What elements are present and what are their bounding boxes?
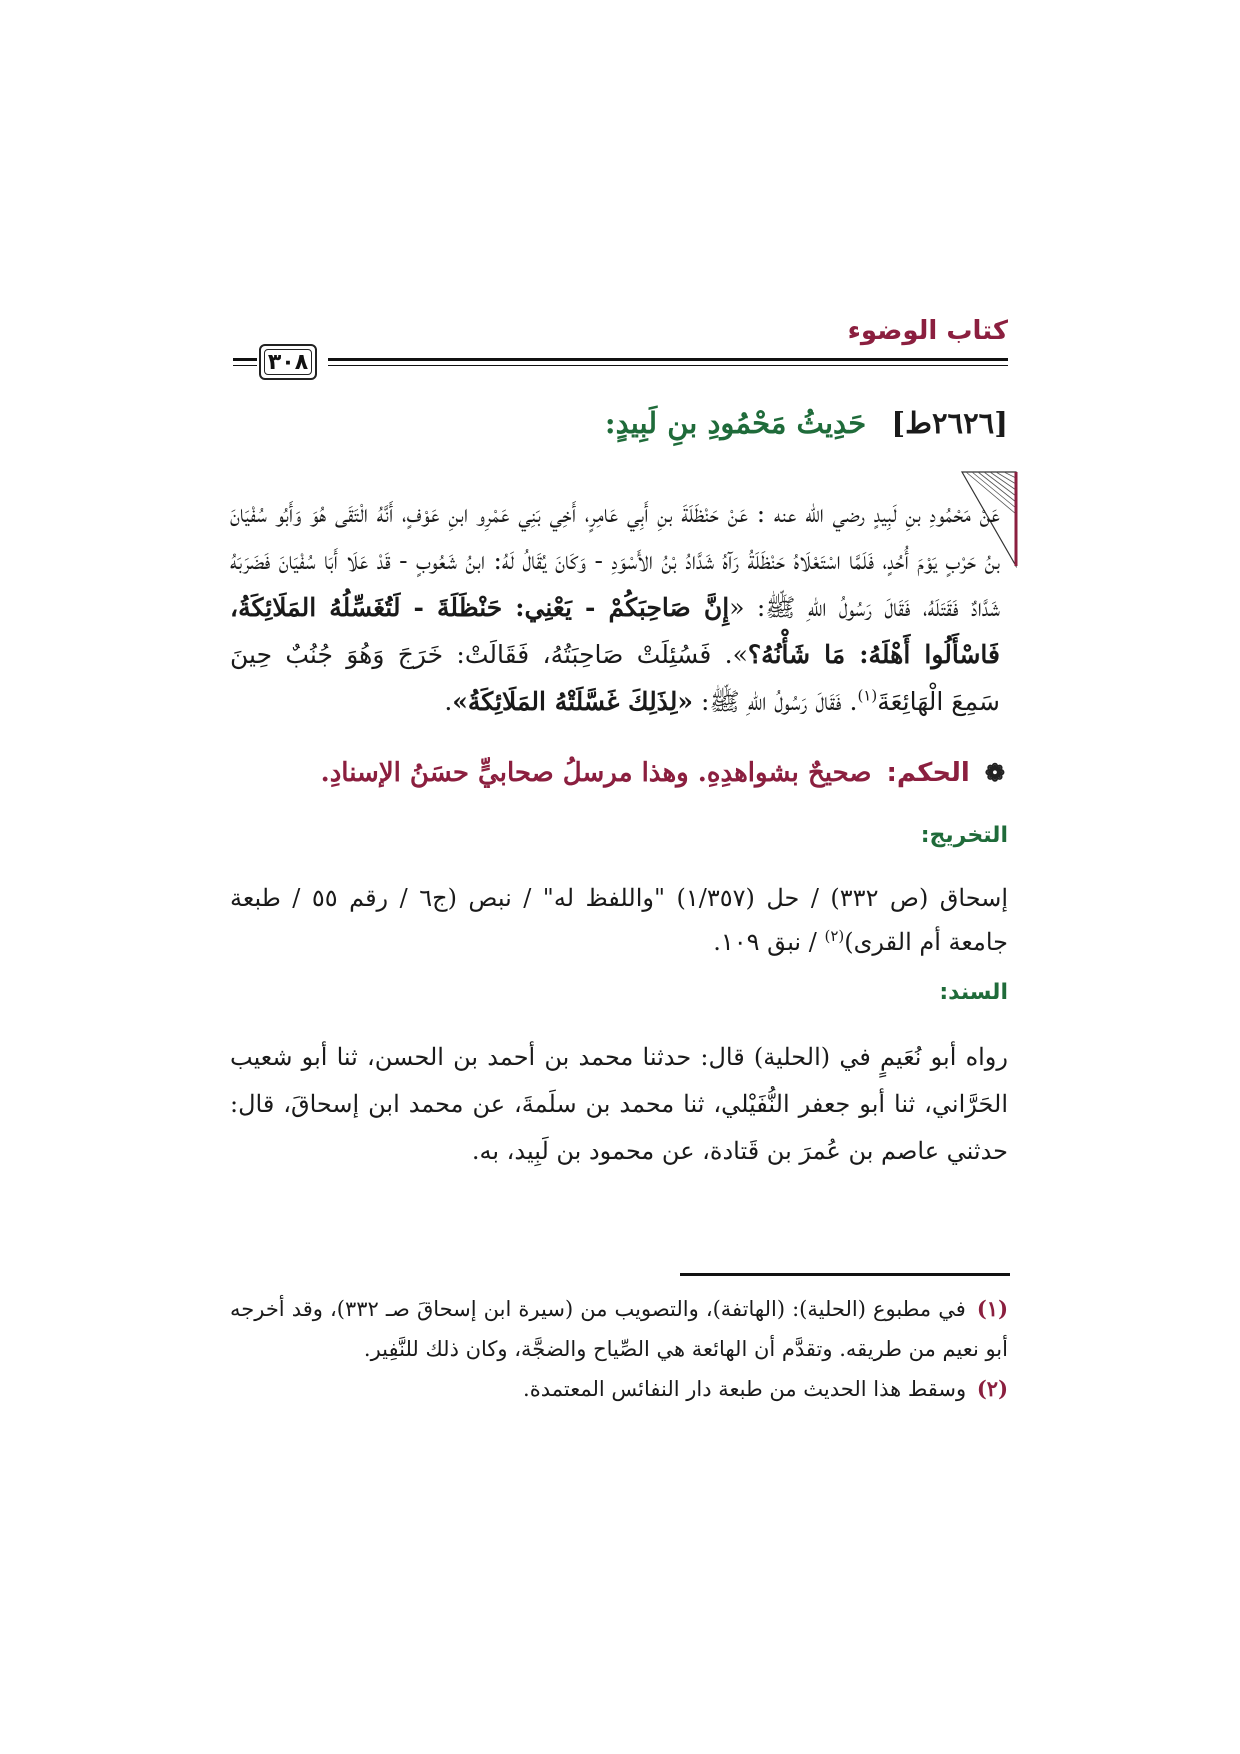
footnote-ref-2[interactable]: (٢) <box>824 927 845 945</box>
flower-icon: ❁ <box>984 758 1005 787</box>
hadith-line-2: ابنِ عَوْفٍ، أَنَّهُ الْتَقَى هُوَ وَأَبُو سُفْيَانَ بنُ حَرْبٍ يَوْمَ أُحُدٍ، فَلَمَّا اسْتَعْلَاهُ <box>230 499 1000 575</box>
hadith-number: [٢٦٢٦ط] <box>891 406 1008 440</box>
footnote-1-text: في مطبوع (الحلية): (الهاتفة)، والتصويب من (سيرة ابن إسحاقَ صـ ٣٣٢)، وقد أخرجه أبو نعيم من طريقه. وتقدَّم أن الهائعة هي الصِّياح والضجَّة، وكان ذلك للنَّفِير. <box>230 1297 1008 1361</box>
hadith-line-7: . فَقَالَ رَسُولُ اللهِ ﷺ: <box>701 687 858 716</box>
footnote-ref-1[interactable]: (١) <box>857 686 878 705</box>
header-rule-thin <box>328 365 1008 366</box>
sanad-body <box>230 1034 1008 1175</box>
header-rule-left-thick <box>233 358 257 361</box>
footnote-divider <box>680 1273 1010 1276</box>
header-rule-thick <box>328 358 1008 361</box>
header-rule-left-thin <box>233 365 257 366</box>
footnote-1 <box>230 1289 1008 1369</box>
sanad-paragraph: رواه أبو نُعَيمٍ في (الحلية) قال: حدثنا محمد بن أحمد بن الحسن، ثنا أبو شعيب الحَرَّاني، ثنا أبو جعفر النُّفَيْلي، ثنا محمد بن سلَمةَ، عن محمد ابن إسحاقَ، قال: حدثني عاصم بن عُمرَ بن قَتادة، عن محمود بن لَبِيد، به. <box>230 1043 1008 1165</box>
takhrij-body <box>230 876 1008 964</box>
sanad-heading: السند: <box>939 980 1008 1005</box>
takhrij-heading: التخريج: <box>920 823 1008 848</box>
takhrij-part1: إسحاق (ص ٣٣٢) / حل (١/٣٥٧) "واللفظ له" / نبص (ج٦ / رقم ٥٥ / طبعة جامعة أم القرى) <box>230 884 1009 956</box>
hadith-paragraph <box>230 490 1000 725</box>
footnote-1-number: (١) <box>976 1296 1008 1321</box>
hadith-end: . <box>444 687 453 716</box>
prophet-saying-2: «لِذَلِكَ غَسَّلَتْهُ المَلَائِكَةُ» <box>452 687 694 716</box>
page-header <box>233 310 1008 384</box>
book-title: كتاب الوضوء <box>847 316 1008 346</box>
footnotes <box>230 1289 1008 1409</box>
page-number: ٣٠٨ <box>259 344 317 380</box>
hadith-line-3: حَنْظَلَةُ رَآهُ شَدَّادُ بْنُ الأَسْوَدِ - وَكَانَ يُقَالُ لَهُ: ابنُ شَعُوبٍ - قَدْ عَلَا <box>346 546 786 575</box>
hadith-line-4: أَبَا سُفْيَانَ فَضَرَبَهُ شَدَّادٌ فَقَتَلَهُ، فَقَالَ رَسُولُ اللهِ ﷺ: « <box>230 546 1000 622</box>
footnote-2-text: وسقط هذا الحديث من طبعة دار النفائس المعتمدة. <box>523 1377 967 1401</box>
hadith-title: حَدِيثُ مَحْمُودِ بنِ لَبِيدٍ: <box>604 406 867 440</box>
hadith-line-1: عَنْ مَحْمُودِ بنِ لَبِيدٍ رضي الله عنه : عَنْ حَنْظَلَةَ بنِ أَبِي عَامِرٍ، أَخِي بَنِي عَمْرِو <box>476 499 1000 528</box>
prophet-saying: إِنَّ صَاحِبَكُمْ - يَعْنِي: حَنْظَلَةَ - لَتُغَسِّلُهُ المَلَائِكَةُ، فَاسْأَلُوا أَهْلَهُ: مَا شَأْنُهُ؟ <box>230 593 1000 669</box>
footnote-2-number: (٢) <box>976 1376 1008 1401</box>
hadith-body <box>230 490 1000 725</box>
footnote-2 <box>230 1369 1008 1409</box>
takhrij-part2: / نبق ١٠٩. <box>713 928 825 956</box>
ruling-label: الحكم: <box>886 758 970 788</box>
ruling <box>230 758 1005 788</box>
ruling-text: صحيحٌ بشواهدِهِ. وهذا مرسلُ صحابيٍّ حسَنُ الإسنادِ. <box>320 758 872 788</box>
hadith-heading <box>228 406 1008 440</box>
hadith-line-6: ». فَسُئِلَتْ صَاحِبَتُهُ، فَقَالَتْ: خَرَجَ وَهُوَ جُنُبٌ حِينَ سَمِعَ الْهَائِعَةَ <box>230 640 1000 716</box>
